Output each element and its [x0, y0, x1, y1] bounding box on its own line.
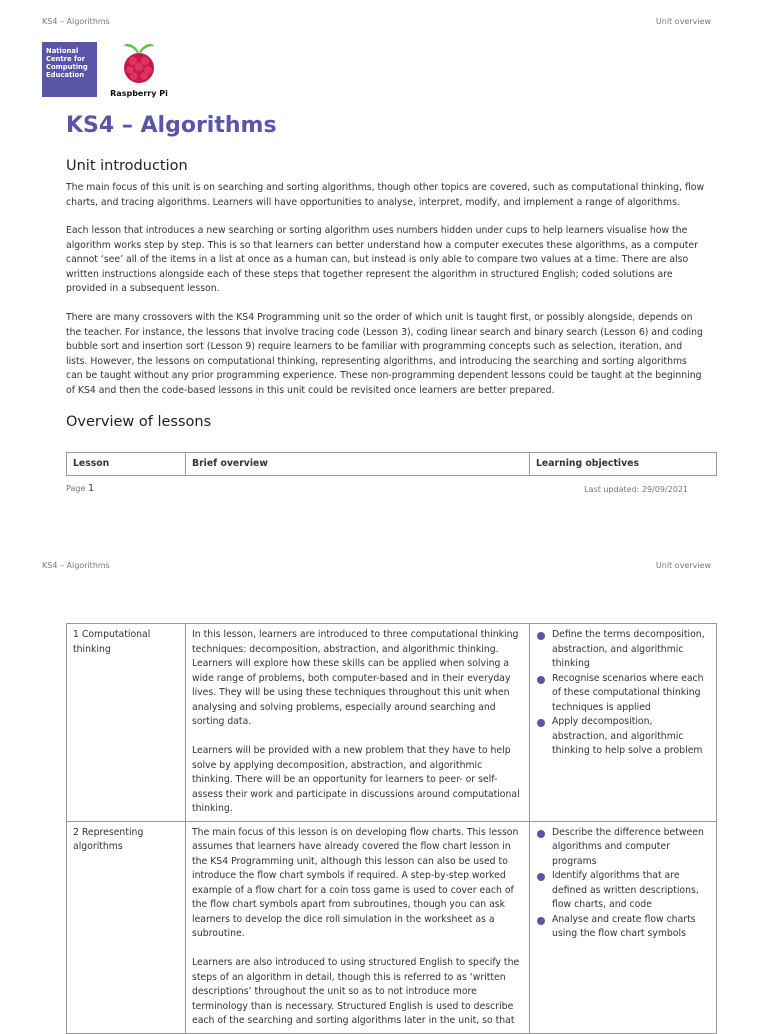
- column-header-learning-objectives: Learning objectives: [530, 453, 717, 476]
- column-header-brief-overview: Brief overview: [186, 453, 530, 476]
- overview-paragraph: The main focus of this lesson is on developing flow charts. This lesson assumes that learners have already covered the flow chart lesson in the KS4 Programming unit, although this lesson can also be used to introduce the flow chart symbols if required. A step-by-step worked example of a flow chart for a coin toss game is used to cover each of the flow chart symbols apart from subroutines, though you can ask learners to develop the dice roll simulation in the worksheet as a subroutine.: [192, 826, 519, 939]
- lessons-table-header: [66, 452, 717, 476]
- overview-paragraph: In this lesson, learners are introduced to three computational thinking techniques: decomposition, abstraction, and algorithmic thinking. Learners will explore how these skills can be applied when solving a wide range of problems, both computer-based and in their everyday lives. They will be using these techniques throughout this unit when analysing and solving problems, especially around searching and sorting data.: [192, 629, 519, 727]
- running-header-right: Unit overview: [655, 17, 711, 26]
- intro-paragraph: The main focus of this unit is on searching and sorting algorithms, though other topics are covered, such as computational thinking, flow charts, and tracing algorithms. Learners will have opportunities to analyse, interpret, modify, and implement a range of algorithms.: [66, 182, 705, 208]
- running-header-right: Unit overview: [655, 561, 711, 570]
- table-row: [67, 821, 717, 1033]
- page-footer-left: [66, 483, 94, 494]
- list-item: Identify algorithms that are defined as written descriptions, flow charts, and code: [536, 869, 710, 913]
- learning-objectives-cell: [530, 821, 717, 1033]
- lessons-table: [66, 623, 717, 1034]
- list-item: Define the terms decomposition, abstraction, and algorithmic thinking: [536, 628, 710, 672]
- ncce-logo: National Centre for Computing Education: [42, 42, 97, 97]
- page-number: 1: [87, 483, 95, 494]
- running-header-left: KS4 – Algorithms: [42, 561, 110, 570]
- raspberry-pi-wordmark: Raspberry Pi: [110, 89, 168, 98]
- document-title: KS4 – Algorithms: [66, 113, 277, 138]
- overview-paragraph: Learners will be provided with a new problem that they have to help solve by applying decomposition, abstraction, and algorithmic thinking. There will be an opportunity for learners to peer- or self-assess their work and participate in discussions around computational thinking.: [192, 745, 520, 814]
- objectives-list: [536, 826, 710, 942]
- list-item: Recognise scenarios where each of these computational thinking techniques is applied: [536, 672, 710, 716]
- overview-of-lessons-heading: Overview of lessons: [66, 414, 212, 430]
- objectives-list: [536, 628, 710, 759]
- lesson-overview-cell: [186, 821, 530, 1033]
- list-item: Analyse and create flow charts using the flow chart symbols: [536, 913, 710, 942]
- page-label: Page: [66, 484, 86, 493]
- list-item: Apply decomposition, abstraction, and algorithmic thinking to help solve a problem: [536, 715, 710, 759]
- raspberry-icon: [119, 40, 159, 84]
- running-header-left: KS4 – Algorithms: [42, 17, 110, 26]
- lesson-name-cell: 2 Representing algorithms: [67, 821, 186, 1033]
- raspberry-pi-logo: [108, 40, 170, 98]
- column-header-lesson: Lesson: [67, 453, 186, 476]
- learning-objectives-cell: [530, 624, 717, 822]
- table-row: [67, 624, 717, 822]
- overview-paragraph: Learners are also introduced to using structured English to specify the steps of an algorithm in detail, though this is referred to as ‘written descriptions’ throughout the unit so as to not introduce more terminology than is necessary. Structured English is used to describe each of the searching and sorting algorithms later in the unit, so that: [192, 957, 520, 1026]
- intro-paragraph: Each lesson that introduces a new searching or sorting algorithm uses numbers hidden under cups to help learners visualise how the algorithm works step by step. This is so that learners can better understand how a computer executes these algorithms, as a computer cannot ‘see’ all of the items in a list at once as a human can, but instead is only able to compare two values at a time. There are also written instructions alongside each of these steps that together represent the algorithm in structured English; coded solutions are provided in a subsequent lesson.: [66, 225, 698, 294]
- list-item: Describe the difference between algorithms and computer programs: [536, 826, 710, 870]
- lesson-overview-cell: [186, 624, 530, 822]
- intro-paragraph: There are many crossovers with the KS4 Programming unit so the order of which unit is taught first, or possibly alongside, depends on the teacher. For instance, the lessons that involve tracing code (Lesson 3), coding linear search and binary search (Lesson 6) and coding bubble sort and insertion sort (Lesson 9) require learners to be familiar with programming concepts such as selection, iteration, and lists. However, the lessons on computational thinking, representing algorithms, and introducing the searching and sorting algorithms can be taught without any prior programming experience. These non-programming dependent lessons could be taught at the beginning of KS4 and then the code-based lessons in this unit could be revisited once learners are better prepared.: [66, 312, 703, 396]
- last-updated: Last updated: 29/09/2021: [584, 485, 688, 494]
- unit-introduction-heading: Unit introduction: [66, 158, 188, 174]
- lesson-name-cell: 1 Computational thinking: [67, 624, 186, 822]
